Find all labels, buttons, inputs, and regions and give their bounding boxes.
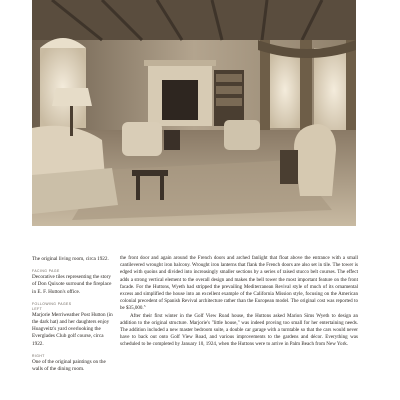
sepia-living-room-photo-icon — [32, 0, 356, 226]
living-room-photo — [32, 0, 356, 226]
facing-page-label: FACING PAGE — [32, 269, 60, 274]
left-label: LEFT — [32, 306, 43, 311]
right-caption: One of the original paintings on the walls of the dining room. — [32, 358, 106, 373]
left-caption: Marjorie Merriweather Post Hutton (in the dark hat) and her daughters enjoy Hoagveitz's yard overlooking the Everglades Club golf course, circa 1922. — [32, 311, 113, 347]
main-caption: The original living room, circa 1922. — [32, 256, 109, 262]
footnote-marker: 5 — [143, 304, 146, 309]
body-paragraph-1-text: the front door and again around the French doors and arched fanlight that float above the entrance with a small cantilevered wrought iron balcony. Wrought iron lanterns that flank the French doors are also set in tile. The tower is edged with quoins and divided into increasingly smaller sections by a series of raised stucco belt courses. The effect adds a strong vertical element to the overall design and makes the bell tower the most important feature on the front facade. For the Huttons, Wyeth had stripped the prevailing Mediterranean Revival style of much of its ornamental excess and simplified the house into an excellent example of the California Mission style, focusing on the American colonial precedent of Spanish Revival architecture rather than the European model. The original cost was reported to be $35,000. — [120, 255, 358, 312]
caption-column — [32, 256, 114, 379]
body-paragraph-1 — [120, 255, 358, 313]
facing-page-caption: Decorative tiles representing the story of Don Quixote surround the fireplace in E. F. Hutton's office. — [32, 274, 112, 295]
following-pages-label: FOLLOWING PAGES — [32, 301, 72, 306]
body-paragraph-2: After their first winter in the Golf View Road house, the Huttons asked Marion Sims Wyeth to design an addition to the original structure. Marjorie's "little house," was indeed proving too small for her entertaining needs. The addition included a new master bedroom suite, a double car garage with a turntable so that the cars would never have to back out onto Golf View Road, and various improvements to the gardens and décor. Everything was scheduled to be completed by January 10, 1924, when the Huttons were to arrive in Palm Beach from New York. — [120, 312, 358, 348]
body-text — [120, 255, 358, 400]
right-label: RIGHT — [32, 353, 45, 358]
